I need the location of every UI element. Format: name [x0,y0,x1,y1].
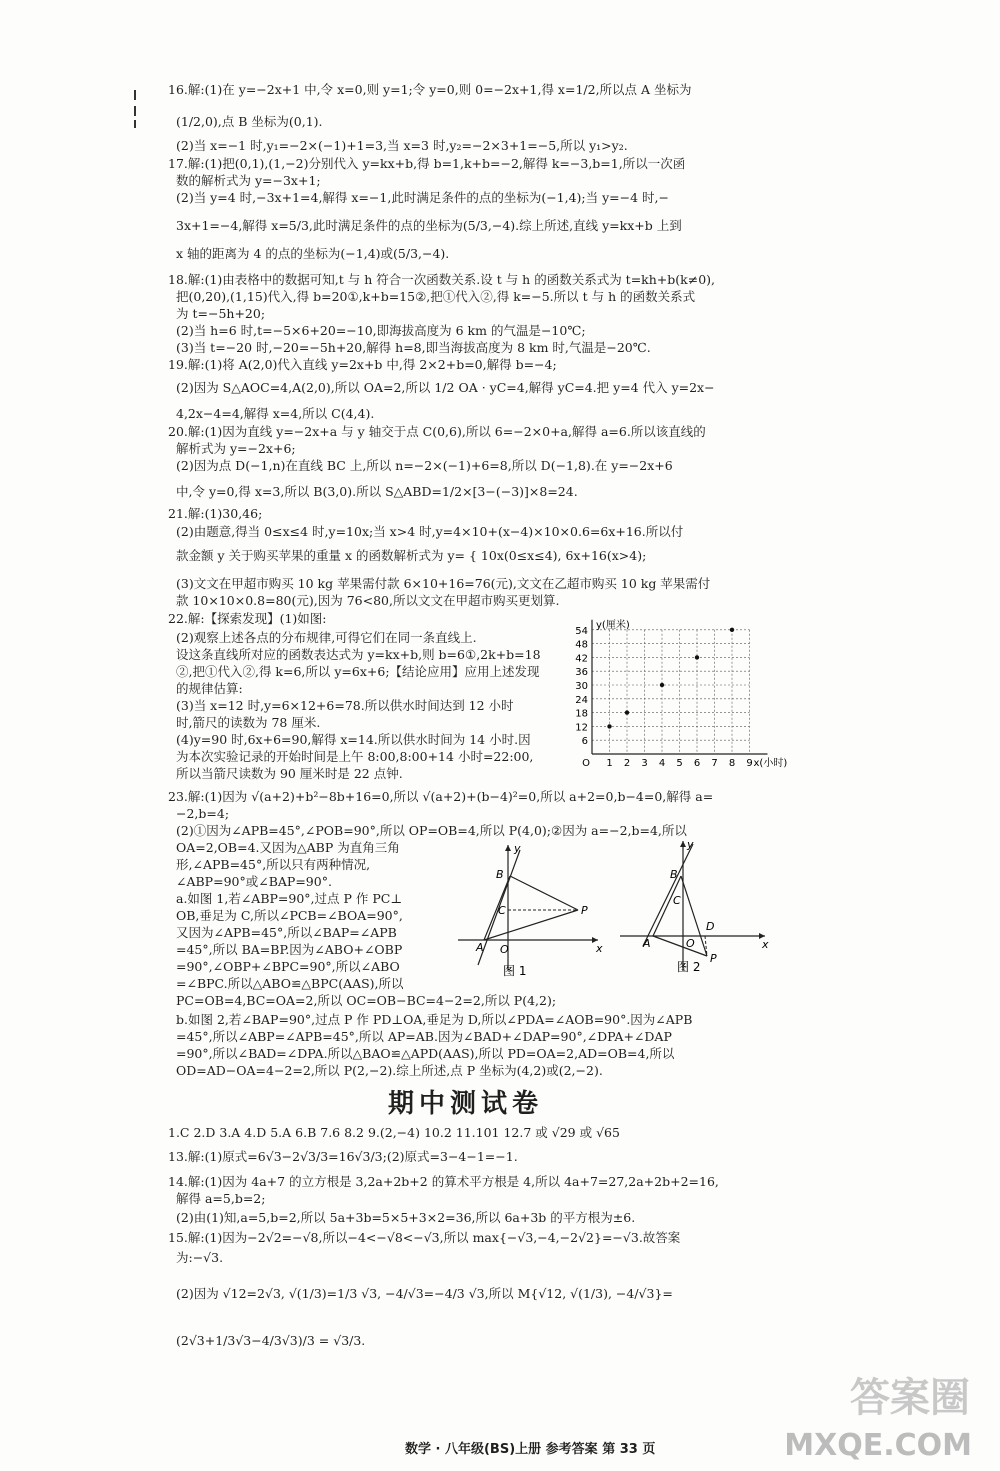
data-point [660,683,664,687]
fig1-label: C [498,904,506,917]
text-line: (2)当 x=−1 时,y₁=−2×(−1)+1=3,当 x=3 时,y₂=−2×3+1=−5,所以 y₁>y₂. [176,138,628,153]
text-line: (3)文文在甲超市购买 10 kg 苹果需付款 6×10+16=76(元),文文在乙超市购买 10 kg 苹果需付 [176,576,711,591]
text-line: ∠ABP=90°或∠BAP=90°. [176,874,332,889]
text-line: 15.解:(1)因为−2√2=−√8,所以−4<−√8<−√3,所以 max{−√3,−4,−2√2}=−√3.故答案 [168,1230,681,1245]
text-line: 款金额 y 关于购买苹果的重量 x 的函数解析式为 y= { 10x(0≤x≤4), 6x+16(x>4); [176,548,647,563]
text-line: 为:−√3. [176,1250,224,1265]
text-line: 中,令 y=0,得 x=3,所以 B(3,0).所以 S△ABD=1/2×[3−(−3)]×8=24. [176,484,578,499]
text-line: 17.解:(1)把(0,1),(1,−2)分别代入 y=kx+b,得 b=1,k+b=−2,解得 k=−3,b=1,所以一次函 [168,156,686,171]
text-line: 23.解:(1)因为 √(a+2)+b²−8b+16=0,所以 √(a+2)+(b−4)²=0,所以 a+2=0,b−4=0,解得 a= [168,789,714,804]
figure-1 [448,840,608,980]
text-line: 14.解:(1)因为 4a+7 的立方根是 3,2a+2b+2 的算术平方根是 4,所以 4a+7=27,2a+2b+2=16, [168,1174,719,1189]
y-axis-label: y(厘米) [596,619,630,631]
y-tick-label: 36 [575,667,588,679]
x-tick-label: 6 [693,758,701,769]
text-line: 设这条直线所对应的函数表达式为 y=kx+b,则 b=6①,2k+b=18 [176,647,541,662]
text-line: a.如图 1,若∠ABP=90°,过点 P 作 PC⊥ [176,891,403,906]
x-tick-label: 1 [606,758,613,769]
x-tick-label: 5 [676,758,683,769]
text-line: 为本次实验记录的开始时间是上午 8:00,8:00+14 小时=22:00, [176,749,534,764]
fig1-label: y [514,842,521,855]
text-line: 3x+1=−4,解得 x=5/3,此时满足条件的点的坐标为(5/3,−4).综上所述,直线 y=kx+b 上到 [176,218,682,233]
text-line: x 轴的距离为 4 的点的坐标为(−1,4)或(5/3,−4). [176,246,450,261]
fig1-label: A [476,941,484,954]
x-tick-label: 2 [623,758,631,769]
fig1-label: x [596,942,603,955]
watermark: MXQE.COM [784,1428,972,1463]
text-line: 把(0,20),(1,15)代入,得 b=20①,k+b=15②,把①代入②,得 k=−5.所以 t 与 h 的函数关系式 [176,289,696,304]
data-point [695,655,699,659]
figure-2-caption: 图 2 [677,960,701,974]
fig1-label: B [496,868,504,881]
y-tick-label: 12 [575,722,588,734]
text-line: 21.解:(1)30,46; [168,506,263,521]
text-line: (2)当 y=4 时,−3x+1=4,解得 x=−1,此时满足条件的点的坐标为(−1,4);当 y=−4 时,− [176,190,669,205]
text-line: OA=2,OB=4.又因为△ABP 为直角三角 [176,840,400,855]
text-line: 解得 a=5,b=2; [176,1191,266,1206]
text-line: 时,箭尺的读数为 78 厘米. [176,715,321,730]
y-tick-label: 24 [575,694,588,706]
text-line: 16.解:(1)在 y=−2x+1 中,令 x=0,则 y=1;令 y=0,则 0=−2x+1,得 x=1/2,所以点 A 坐标为 [168,82,692,97]
text-line: (2)因为点 D(−1,n)在直线 BC 上,所以 n=−2×(−1)+6=8,所以 D(−1,8).在 y=−2x+6 [176,458,673,473]
text-line: 18.解:(1)由表格中的数据可知,t 与 h 符合一次函数关系.设 t 与 h 的函数关系式为 t=kh+b(k≠0), [168,272,716,287]
fig2-label: P [710,952,717,965]
x-tick-label: 4 [658,758,666,769]
fig2-label: A [643,937,651,950]
text-line: (4)y=90 时,6x+6=90,解得 x=14.所以供水时间为 14 小时.因 [176,732,531,747]
y-tick-label: 6 [581,736,588,748]
text-line: −2,b=4; [176,806,230,821]
text-line: b.如图 2,若∠BAP=90°,过点 P 作 PD⊥OA,垂足为 D,所以∠PDA=∠AOB=90°.因为∠APB [176,1012,693,1027]
text-line: =90°,∠OBP+∠BPC=90°,所以∠ABO [176,959,400,974]
y-tick-label: 54 [575,625,588,637]
text-line: (2)观察上述各点的分布规律,可得它们在同一条直线上. [176,630,477,645]
fig1-label: P [581,904,588,917]
text-line: 为 t=−5h+20; [176,306,266,321]
text-line: (2)由题意,得当 0≤x≤4 时,y=10x;当 x>4 时,y=4×10+(x−4)×10×0.6=6x+16.所以付 [176,524,684,539]
text-line: 所以当箭尺读数为 90 厘米时是 22 点钟. [176,766,403,781]
fig2-label: B [670,868,678,881]
y-tick-label: 48 [575,639,588,651]
data-point [625,710,629,714]
text-line: 的规律估算: [176,681,243,696]
text-line: OB,垂足为 C,所以∠PCB=∠BOA=90°, [176,908,403,923]
graph-22 [570,612,788,772]
text-line: 1.C 2.D 3.A 4.D 5.A 6.B 7.6 8.2 9.(2,−4) 10.2 11.101 12.7 或 √29 或 √65 [168,1125,620,1140]
origin-label: O [582,758,590,769]
text-line: 款 10×10×0.8=80(元),因为 76<80,所以文文在甲超市购买更划算. [176,593,560,608]
text-line: 解析式为 y=−2x+6; [176,441,296,456]
text-line: =45°,所以 BA=BP.因为∠ABO+∠OBP [176,942,403,957]
text-line: 19.解:(1)将 A(2,0)代入直线 y=2x+b 中,得 2×2+b=0,解得 b=−4; [168,357,557,372]
page-footer: 数学 · 八年级(BS)上册 参考答案 第 33 页 [405,1442,656,1457]
text-line: 数的解析式为 y=−3x+1; [176,173,321,188]
x-tick-label: 9 [746,758,753,769]
text-line: =90°,所以∠BAD=∠DPA.所以△BAO≌△APD(AAS),所以 PD=OA=2,AD=OB=4,所以 [176,1046,675,1061]
y-tick-label: 18 [575,708,588,720]
fig2-label: y [687,838,694,851]
text-line: (2)由(1)知,a=5,b=2,所以 5a+3b=5×5+3×2=36,所以 6a+3b 的平方根为±6. [176,1210,636,1225]
text-line: ②,把①代入②,得 k=6,所以 y=6x+6;【结论应用】应用上述发现 [176,664,540,679]
text-line: PC=OB=4,BC=OA=2,所以 OC=OB−BC=4−2=2,所以 P(4,2); [176,993,557,1008]
text-line: (2√3+1/3√3−4/3√3)/3 = √3/3. [176,1333,366,1348]
text-line: 20.解:(1)因为直线 y=−2x+a 与 y 轴交于点 C(0,6),所以 6=−2×0+a,解得 a=6.所以该直线的 [168,424,706,439]
fig2-label: x [762,938,769,951]
fig1-label: O [500,943,509,956]
y-tick-label: 42 [575,653,588,665]
text-line: 13.解:(1)原式=6√3−2√3/3=16√3/3;(2)原式=3−4−1=−1. [168,1149,518,1164]
text-line: (3)当 t=−20 时,−20=−5h+20,解得 h=8,即当海拔高度为 8 km 时,气温是−20℃. [176,340,651,355]
text-line: (2)因为 S△AOC=4,A(2,0),所以 OA=2,所以 1/2 OA · yC=4,解得 yC=4.把 y=4 代入 y=2x− [176,380,715,395]
text-line: (2)因为 √12=2√3, √(1/3)=1/3 √3, −4/√3=−4/3 √3,所以 M{√12, √(1/3), −4/√3}= [176,1286,673,1301]
y-tick-label: 30 [575,681,588,692]
x-axis-label: x(小时) [753,758,788,769]
text-line: (3)当 x=12 时,y=6×12+6=78.所以供水时间达到 12 小时 [176,698,514,713]
data-point [730,628,734,632]
watermark-logo: 答案圈 [850,1375,970,1421]
x-tick-label: 8 [728,758,736,769]
text-line: 形,∠APB=45°,所以只有两种情况, [176,857,371,872]
figure-2 [615,836,775,976]
text-line: 又因为∠APB=45°,所以∠BAP=∠APB [176,925,397,940]
binding-marks [134,90,138,130]
x-tick-label: 3 [641,758,648,769]
text-line: 4,2x−4=4,解得 x=4,所以 C(4,4). [176,406,375,421]
text-line: =∠BPC.所以△ABO≌△BPC(AAS),所以 [176,976,404,991]
text-line: (2)①因为∠APB=45°,∠POB=90°,所以 OP=OB=4,所以 P(4,0);②因为 a=−2,b=4,所以 [176,823,687,838]
text-line: =45°,所以∠ABP=∠APB=45°,所以 AP=AB.因为∠BAD+∠DAP=90°,∠DPA+∠DAP [176,1029,672,1044]
fig2-label: D [706,920,715,933]
figure-1-caption: 图 1 [503,964,527,978]
data-point [607,724,611,728]
text-line: (2)当 h=6 时,t=−5×6+20=−10,即海拔高度为 6 km 的气温是−10℃; [176,323,586,338]
x-tick-label: 7 [711,758,718,769]
section-title: 期中测试卷 [388,1089,544,1119]
text-line: 22.解:【探索发现】(1)如图: [168,611,327,626]
fig2-label: C [673,894,681,907]
text-line: OD=AD−OA=4−2=2,所以 P(2,−2).综上所述,点 P 坐标为(4,2)或(2,−2). [176,1063,603,1078]
fig2-label: O [686,937,695,950]
text-line: (1/2,0),点 B 坐标为(0,1). [176,114,323,129]
